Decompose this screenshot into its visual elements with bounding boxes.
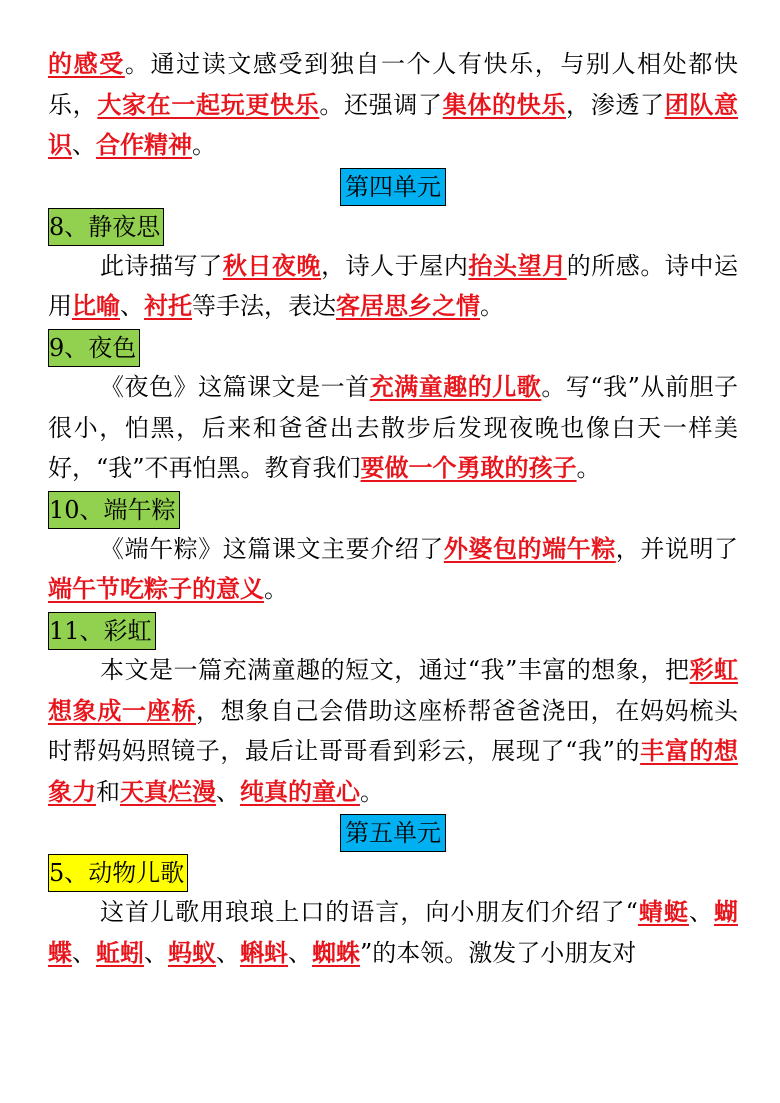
section-heading-9 [48,327,738,367]
key-phrase: 集体的快乐 [442,89,567,119]
unit-title-label: 第五单元 [340,814,446,852]
key-phrase: 比喻 [72,291,120,321]
section-heading-5 [48,852,738,892]
unit-5-title [48,812,738,852]
key-phrase: 大家在一起玩更快乐 [97,89,320,119]
section-heading-10 [48,489,738,529]
text: 。写“我”从前胆子很小，怕黑，后来和爸爸出去散步后发现夜晚也像白天一样美好，“我”不再怕黑。教育我们 [48,372,739,483]
key-phrase: 抬头望月 [468,250,567,280]
key-phrase: 纯真的童心 [240,776,360,806]
text: 《端午粽》这篇课文主要介绍了 [100,534,444,563]
key-phrase: 天真烂漫 [120,776,216,806]
key-phrase: 蝌蚪 [240,937,288,967]
text: ，渗透了 [566,90,665,119]
unit-4-title [48,166,738,206]
key-phrase: 端午节吃粽子的意义 [48,574,264,604]
key-phrase: 蜻蜓 [637,897,689,927]
text: 的所感。诗中运用 [48,251,739,321]
text: 、 [288,938,312,967]
key-phrase: 秋日夜晚 [222,250,322,280]
section-heading-label: 10、端午粽 [48,491,180,529]
text: 和 [96,777,120,806]
key-phrase: 客居思乡之情 [336,291,480,321]
text: 。 [480,292,504,321]
text: 这首儿歌用琅琅上口的语言，向小朋友们介绍了“ [100,898,638,927]
key-phrase: 团队意识 [48,89,739,160]
key-phrase: 蜘蛛 [312,937,360,967]
paragraph-intro [48,44,738,166]
text: 、 [216,938,240,967]
text: ，并说明了 [615,534,739,563]
text: 《夜色》这篇课文是一首 [100,372,370,401]
text: ，诗人于屋内 [321,251,469,280]
paragraph-10 [48,529,738,610]
key-phrase: 蚯蚓 [96,937,144,967]
text: 等手法，表达 [192,292,336,321]
key-phrase: 充满童趣的儿歌 [369,371,542,401]
paragraph-11 [48,650,738,812]
text: 。 [360,777,384,806]
section-heading-label: 8、静夜思 [48,208,164,246]
section-heading-label: 5、动物儿歌 [48,854,188,892]
section-heading-11 [48,610,738,650]
text: 、 [688,898,714,927]
key-phrase: 衬托 [144,291,192,321]
text: 、 [216,777,240,806]
key-phrase: 蚂蚁 [168,937,216,967]
text: 、 [72,938,96,967]
text: ，想象自己会借助这座桥帮爸爸浇田，在妈妈梳头时帮妈妈照镜子，最后让哥哥看到彩云，展现了“我”的 [48,696,738,766]
text: ”的本领。激发了小朋友对 [360,938,637,967]
document-page [48,44,738,974]
paragraph-5 [48,892,738,973]
key-phrase: 合作精神 [96,130,192,160]
key-phrase: 彩虹想象成一座桥 [48,654,739,725]
text: 、 [144,938,168,967]
unit-title-label: 第四单元 [340,168,446,206]
text: 、 [120,292,144,321]
text: 。 [576,454,601,483]
paragraph-8 [48,246,738,327]
key-phrase: 外婆包的端午粽 [443,533,616,563]
section-heading-label: 9、夜色 [48,329,140,367]
text: 、 [72,131,96,160]
text: 。通过读文感受到独自一个人有快乐，与别人相处都快乐， [48,50,739,119]
paragraph-9 [48,367,738,489]
text: 。还强调了 [319,90,443,119]
text: 本文是一篇充满童趣的短文，通过“我”丰富的想象，把 [100,655,690,684]
section-heading-8 [48,206,738,246]
key-phrase: 丰富的想象力 [48,736,738,806]
text: 。 [192,131,216,160]
key-phrase: 要做一个勇敢的孩子 [360,453,577,483]
key-phrase: 蝴蝶 [48,897,738,967]
key-phrase: 的感受 [48,49,125,78]
text: 。 [264,575,288,604]
section-heading-label: 11、彩虹 [48,612,156,650]
text: 此诗描写了 [100,251,223,280]
